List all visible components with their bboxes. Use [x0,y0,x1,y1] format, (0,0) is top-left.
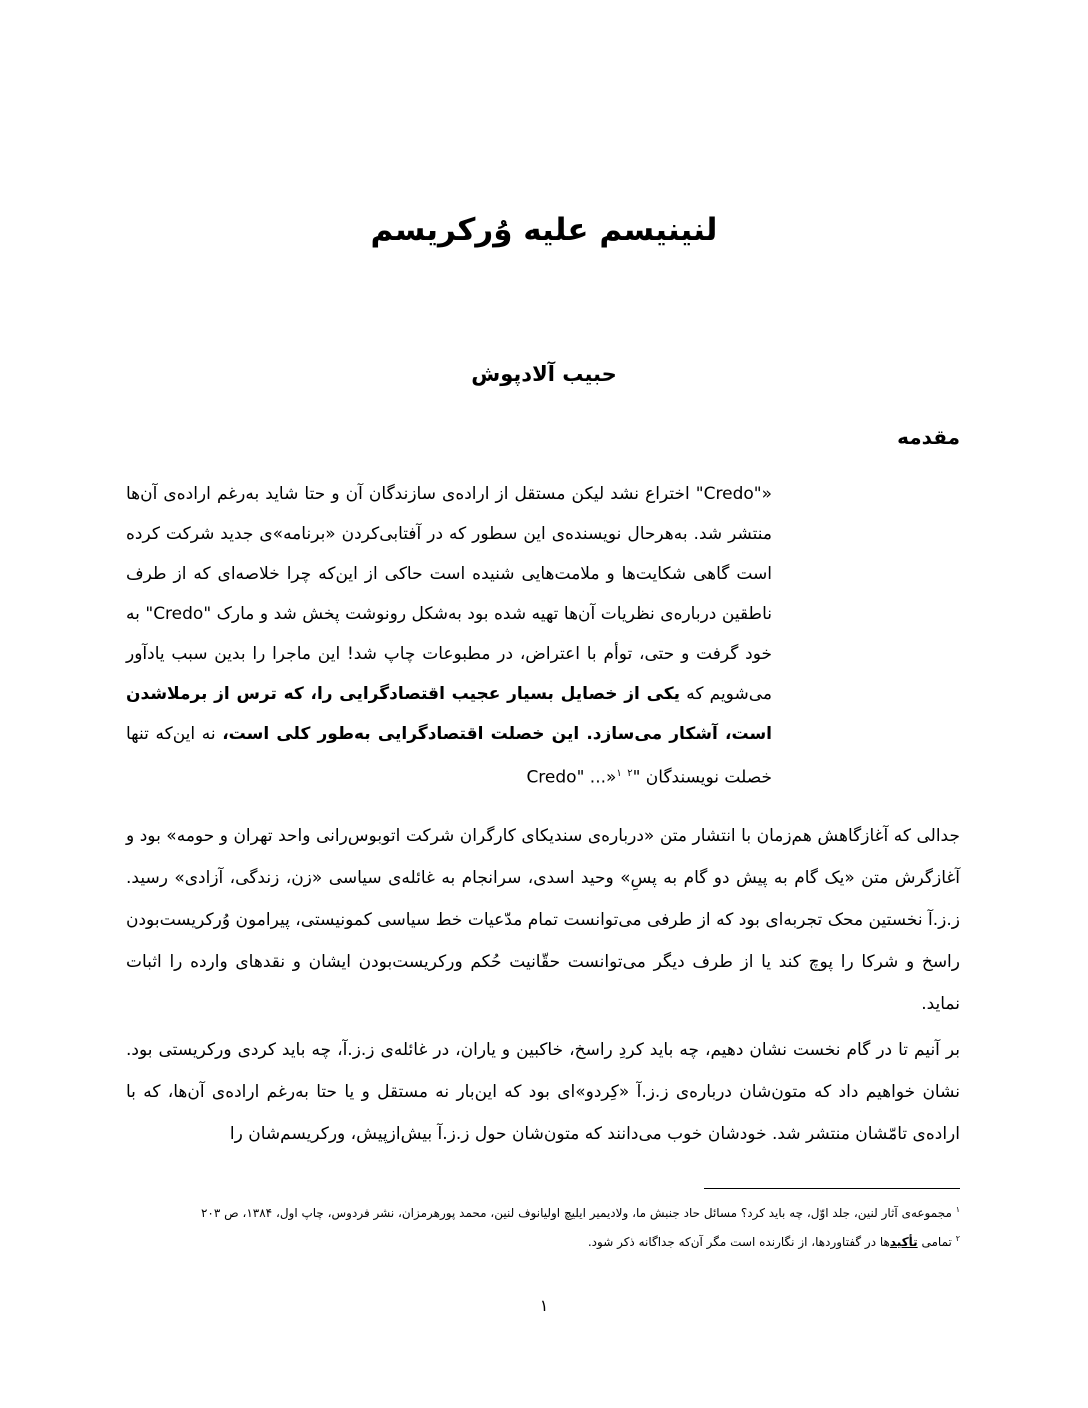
footnote-2-text-after: ها در گفتاوردها، از نگارنده است مگر آن‌که جداگانه ذکر شود. [587,1235,890,1249]
body-paragraph-2: بر آنیم تا در گام نخست نشان دهیم، چه باید کردِ راسخ، خاکبین و یاران، در غائله‌ی ز.ز.آ، چه باید کردی ورکریستی بود. نشان خواهیم داد که متون‌شان درباره‌ی ز.ز.آ «کِردو»ای بود که این‌بار نه مستقل و یا حتا به‌رغم اراده‌ی آن‌ها، که با اراده‌ی تامّشان منتشر شد. خودشان خوب می‌دانند که متون‌شان حول ز.ز.آ بیش‌ازپیش، ورکریسم‌شان را [126,1040,960,1144]
footnote-1 [126,1198,960,1225]
block-quote [126,474,772,798]
footnote-1-text: مجموعه‌ی آثار لنین، جلد اوّل، چه باید کرد؟ مسائل حاد جنبش ما، ولادیمیر ایلیچ اولیانوف لنین، محمد پورهرمزان، نشر فردوس، چاپ اول، ۱۳۸۴، ص ۲۰۳ [200,1206,952,1220]
footnote-1-marker: ۱ [955,1205,960,1214]
quote-text-part2: نه این‌که تنها خصلت نویسندگان "Credo" ...» [126,724,772,788]
page-number: ۱ [539,1296,549,1315]
body-paragraph-1: جدالی که آغازگاهش هم‌زمان با انتشار متن «درباره‌ی سندیکای کارگران شرکت اتوبوس‌رانی واحد تهران و حومه» بود و آغازگرش متن «یک گام به پیش دو گام به پسِ» وحید اسدی، سرانجام به غائله‌ی سیاسی «زن، زندگی، آزادی» رسید. ز.ز.آ نخستین محک تجربه‌ای بود که از طرفی می‌توانست تمام مدّعیات خط سیاسی کمونیستی، پیرامون وُرکریست‌بودن راسخ و شرکا را پوچ کند یا از طرف دیگر می‌توانست حقّانیت حُکم ورکریست‌بودن ایشان و نقدهای وارده را اثبات نماید. [126,826,960,1014]
quote-bold-text: یکی از خصایل بسیار عجیب اقتصادگرایی را، که ترس از برملاشدن است، آشکار می‌سازد. این خصلت اقتصادگرایی به‌طور کلی است، [126,684,772,744]
author-name: حبیب آلادپوش [471,362,617,386]
footnote-2-text-before: تمامی [917,1235,952,1249]
footnote-2-marker: ۲ [955,1234,960,1243]
document-title: لنینیسم علیه وُرکریسم [370,212,718,248]
footnote-2 [126,1227,960,1254]
quote-text-part1: «"Credo" اختراع نشد لیکن مستقل از اراده‌ی سازندگان آن و حتا شاید به‌رغم اراده‌ی آن‌ها منتشر شد. به‌هرحال نویسنده‌ی این سطور که در آفتابی‌کردن «برنامه»ی جدید شرکت کرده است گاهی شکایت‌ها و ملامت‌هایی شنیده است حاکی از این‌که چرا خلاصه‌ای که از طرف ناطقین درباره‌ی نظریات آن‌ها تهیه شده بود به‌شکل رونوشت پخش شد و مارک "Credo" به خود گرفت و حتی، توأم با اعتراض، در مطبوعات چاپ شد! این ماجرا را بدین سبب یادآور می‌شویم که [126,484,772,704]
section-heading-introduction: مقدمه [897,425,960,449]
footnote-separator [704,1188,960,1189]
footnote-ref-2[interactable]: ۲ [627,768,633,779]
footnotes [126,1198,960,1256]
footnote-2-emphasis: تأکید [889,1235,918,1249]
footnote-ref-1[interactable]: ۱ [616,768,622,779]
